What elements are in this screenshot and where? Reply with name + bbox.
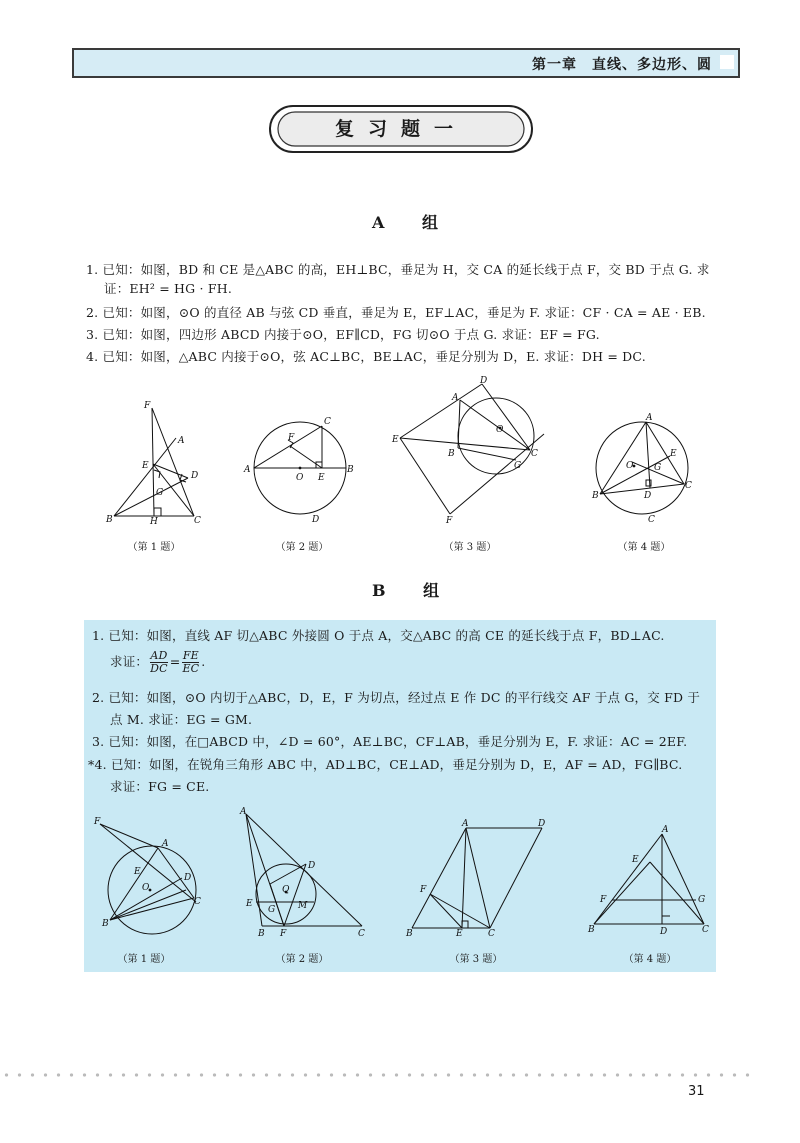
header-square <box>720 55 734 69</box>
label-a3-F: F <box>446 516 453 526</box>
fraction-ad: AD <box>150 649 168 662</box>
label-a4-O: O <box>626 461 634 471</box>
label-b3-F: F <box>420 885 427 895</box>
figure-b4 <box>586 822 714 938</box>
label-b4-E: E <box>632 855 639 865</box>
label-a1-C: C <box>194 516 201 526</box>
problem-b1-line1: 1. 已知：如图，直线 AF 切△ABC 外接圆 O 于点 A，交△ABC 的高 CE 的延长线于点 F，BD⊥AC. <box>92 628 665 643</box>
label-a4-B: B <box>592 491 599 501</box>
label-a1-F: F <box>144 401 151 411</box>
figure-b2 <box>236 804 372 938</box>
chapter-header-bar <box>72 48 740 78</box>
label-b1-F: F <box>94 817 101 827</box>
label-a2-F: F <box>288 433 295 443</box>
figure-a4 <box>590 410 698 524</box>
figure-b3 <box>404 818 556 938</box>
label-a3-C: C <box>531 449 538 459</box>
figure-a1 <box>104 396 214 526</box>
fraction-ad-dc <box>150 650 168 675</box>
label-b4-G: G <box>698 895 706 905</box>
caption-b4: （第 4 题） <box>623 954 677 965</box>
page-number: 31 <box>688 1084 705 1099</box>
caption-b2: （第 2 题） <box>275 954 329 965</box>
label-a4-E: E <box>670 449 677 459</box>
label-a3-E: E <box>392 435 399 445</box>
label-a3-D: D <box>480 376 488 386</box>
review-title-box <box>268 104 534 154</box>
label-b2-Q: Q <box>282 885 290 895</box>
label-a4-D: D <box>644 491 652 501</box>
problem-b1-line2 <box>110 650 205 675</box>
fraction-ec: EC <box>182 662 200 675</box>
caption-b1: （第 1 题） <box>117 954 171 965</box>
label-b2-C: C <box>358 929 365 939</box>
label-b3-D: D <box>538 819 546 829</box>
label-a3-B: B <box>448 449 455 459</box>
problem-a4: 4. 已知：如图，△ABC 内接于⊙O，弦 AC⊥BC，BE⊥AC，垂足分别为 D，E. 求证：DH = DC. <box>86 349 646 364</box>
label-b4-B: B <box>588 925 595 935</box>
caption-a2: （第 2 题） <box>275 542 329 553</box>
label-b4-D: D <box>660 927 668 937</box>
label-a2-D: D <box>312 515 320 525</box>
label-a4-C2: C <box>648 515 655 525</box>
label-b3-E: E <box>456 929 463 939</box>
label-b4-F: F <box>600 895 607 905</box>
problem-a1-line1: 1. 已知：如图，BD 和 CE 是△ABC 的高，EH⊥BC，垂足为 H，交 CA 的延长线于点 F，交 BD 于点 G. 求 <box>86 262 710 277</box>
label-b4-C: C <box>702 925 709 935</box>
label-b2-D: D <box>308 861 316 871</box>
label-b1-B: B <box>102 919 109 929</box>
label-b1-D: D <box>184 873 192 883</box>
figure-a3 <box>392 376 556 524</box>
problem-b4-line1: *4. 已知：如图，在锐角三角形 ABC 中，AD⊥BC，CE⊥AD，垂足分别为 D，E，AF = AD，FG∥BC. <box>88 757 683 772</box>
caption-a4: （第 4 题） <box>617 542 671 553</box>
fraction-fe-ec <box>182 650 199 675</box>
label-a1-H: H <box>150 517 158 527</box>
problem-b4-line2: 求证：FG = CE. <box>110 779 210 794</box>
label-b4-A: A <box>662 825 669 835</box>
problem-b1-suffix: . <box>201 654 206 669</box>
problem-b1-prefix: 求证： <box>110 654 149 669</box>
problem-b2-line2: 点 M. 求证：EG = GM. <box>110 712 253 727</box>
problem-b2-line1: 2. 已知：如图，⊙O 内切于△ABC，D，E，F 为切点，经过点 E 作 DC 的平行线交 AF 于点 G，交 FD 于 <box>92 690 701 705</box>
label-a1-B: B <box>106 515 113 525</box>
label-b2-B: B <box>258 929 265 939</box>
problem-a2: 2. 已知：如图，⊙O 的直径 AB 与弦 CD 垂直，垂足为 E，EF⊥AC，垂足为 F. 求证：CF · CA = AE · EB. <box>86 305 706 320</box>
label-a1-G: G <box>156 488 164 498</box>
label-a1-D: D <box>191 471 199 481</box>
problem-a1-line2: 证：EH² = HG · FH. <box>104 281 233 296</box>
label-b1-A: A <box>162 839 169 849</box>
label-a2-A: A <box>244 465 251 475</box>
caption-a3: （第 3 题） <box>443 542 497 553</box>
label-a1-E: E <box>142 461 149 471</box>
problem-a3: 3. 已知：如图，四边形 ABCD 内接于⊙O，EF∥CD，FG 切⊙O 于点 G. 求证：EF = FG. <box>86 327 600 342</box>
problem-b3: 3. 已知：如图，在□ABCD 中，∠D = 60°，AE⊥BC，CF⊥AB，垂足分别为 E，F. 求证：AC = 2EF. <box>92 734 688 749</box>
label-b3-C: C <box>488 929 495 939</box>
chapter-title: 第一章 直线、多边形、圆 <box>532 57 712 73</box>
fraction-fe: FE <box>182 649 199 662</box>
caption-a1: （第 1 题） <box>127 542 181 553</box>
label-b2-G: G <box>268 905 276 915</box>
figure-b1 <box>92 812 212 936</box>
label-a3-O: O <box>496 425 504 435</box>
label-a4-G: G <box>654 463 662 473</box>
label-b2-A: A <box>240 807 247 817</box>
label-b1-E: E <box>134 867 141 877</box>
page-title: 复习题一 <box>334 118 467 140</box>
label-a4-A: A <box>646 413 653 423</box>
label-a1-A: A <box>178 436 185 446</box>
label-a3-A: A <box>452 393 459 403</box>
label-a2-B: B <box>347 465 354 475</box>
label-b2-E: E <box>246 899 253 909</box>
label-a2-O: O <box>296 473 304 483</box>
fraction-dc: DC <box>150 662 168 675</box>
label-a2-C: C <box>324 417 331 427</box>
label-b3-A: A <box>462 819 469 829</box>
label-a3-G: G <box>514 461 522 471</box>
footer-dotted-rule <box>0 1072 750 1078</box>
label-b2-M: M <box>298 901 308 911</box>
label-b2-F: F <box>280 929 287 939</box>
group-b-heading: B 组 <box>372 581 456 600</box>
label-b3-B: B <box>406 929 413 939</box>
group-a-heading: A 组 <box>372 213 454 232</box>
label-a4-C1: C <box>685 481 692 491</box>
label-b1-C: C <box>194 897 201 907</box>
label-a2-E: E <box>318 473 325 483</box>
figure-a2 <box>240 412 360 526</box>
problem-b1-eq: = <box>169 654 181 669</box>
label-b1-O: O <box>142 883 150 893</box>
caption-b3: （第 3 题） <box>449 954 503 965</box>
